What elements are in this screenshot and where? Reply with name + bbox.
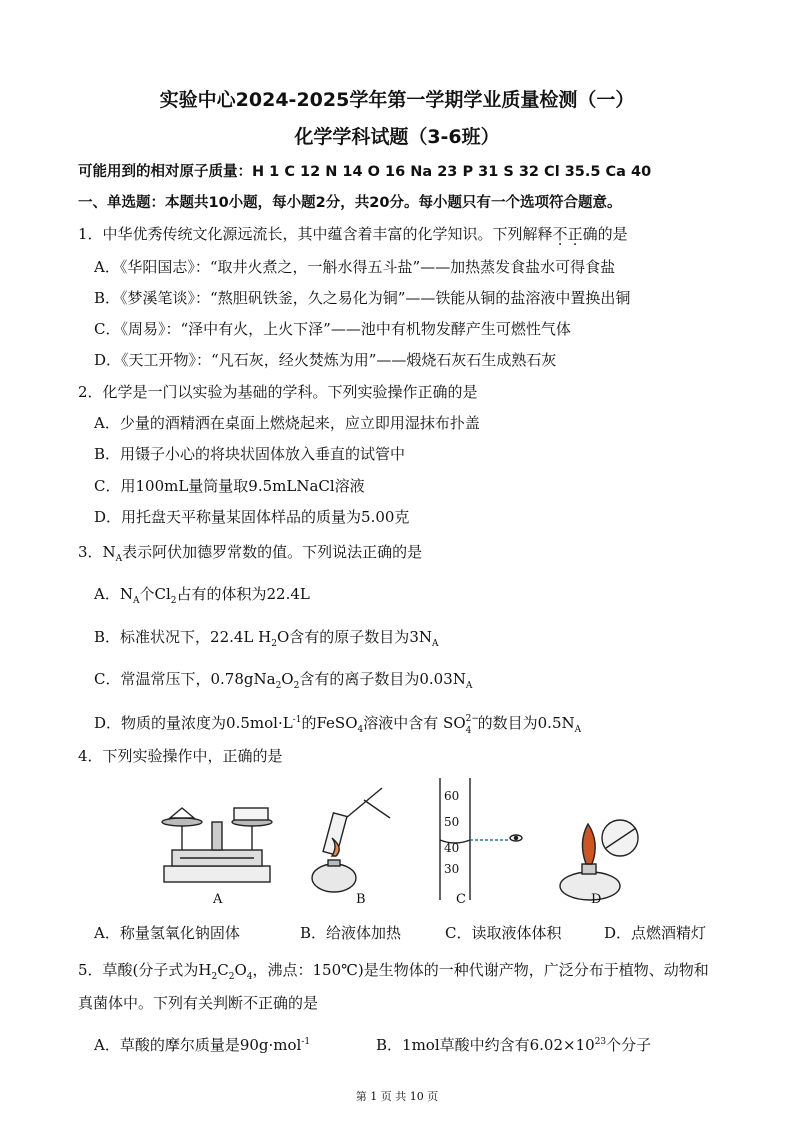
subscript: 4 <box>246 972 253 982</box>
value: 0.5N <box>537 714 575 732</box>
text: 占有的体积为 <box>176 585 267 603</box>
question-1-stem <box>78 224 628 244</box>
q2-option-c: C．用100mL量筒量取9.5mLNaCl溶液 <box>94 477 365 495</box>
q3-option-c <box>94 669 472 696</box>
q4-option-d: D．点燃酒精灯 <box>604 924 707 942</box>
question-5-stem-line2: 真菌体中。下列有关判断不正确的是 <box>78 994 319 1012</box>
question-3-stem <box>78 542 422 569</box>
q3-number: 3． <box>78 543 103 561</box>
question-4-stem: 4．下列实验操作中，正确的是 <box>78 747 283 765</box>
page-title: 实验中心2024-2025学年第一学期学业质量检测（一） <box>159 89 635 111</box>
page-subtitle: 化学学科试题（3-6班） <box>294 126 500 148</box>
q5-option-b <box>376 1032 651 1055</box>
question-2-stem: 2．化学是一门以实验为基础的学科。下列实验操作正确的是 <box>78 383 478 401</box>
value: 0.03N <box>419 670 466 688</box>
q3-option-d <box>94 710 581 740</box>
q4-option-a: A．称量氢氧化钠固体 <box>94 924 240 942</box>
superscript: -1 <box>301 1037 311 1047</box>
value: 90g·mol <box>239 1036 302 1054</box>
text: A．草酸的摩尔质量是 <box>94 1036 240 1054</box>
subscript: 2 <box>275 681 282 691</box>
formula: H <box>198 961 212 979</box>
q3-option-a <box>94 584 310 611</box>
subscript: 2 <box>271 639 277 649</box>
q1-emphasis-char: 正 <box>567 225 583 243</box>
q2-option-a: A．少量的酒精洒在桌面上燃烧起来，应立即用湿抹布扑盖 <box>94 414 480 432</box>
q1-option-a: A．《华阳国志》：“取井火煮之，一斛水得五斗盐”——加热蒸发食盐水可得食盐 <box>94 258 616 276</box>
q4-option-c: C．读取液体体积 <box>445 924 562 942</box>
text: 含有的原子数目为 <box>289 628 410 646</box>
text: B．1mol草酸中约含有 <box>376 1036 530 1054</box>
q2-option-d: D．用托盘天平称量某固体样品的质量为5.00克 <box>94 508 410 526</box>
formula: Cl <box>154 585 171 603</box>
text: 5．草酸(分子式为 <box>78 961 199 979</box>
cylinder-tick-label: 30 <box>444 862 460 876</box>
section-heading: 一、单选题：本题共10小题，每小题2分，共20分。每小题只有一个选项符合题意。 <box>78 195 622 211</box>
superscript: 2− <box>465 714 479 724</box>
text: 个分子 <box>606 1036 652 1054</box>
value: 0.5mol·L <box>226 714 293 732</box>
formula: N <box>119 585 133 603</box>
experiment-figures <box>150 778 670 908</box>
figure-label-b: B <box>356 892 366 907</box>
atomic-masses: 可能用到的相对原子质量：H 1 C 12 N 14 O 16 Na 23 P 31 S 32 Cl 35.5 Ca 40 <box>78 164 652 180</box>
subscript: 4 <box>465 726 472 736</box>
text: 个 <box>139 585 155 603</box>
figure-label-d: D <box>591 892 602 907</box>
formula: C <box>217 961 229 979</box>
cylinder-tick-label: 60 <box>444 789 460 803</box>
q3-stem-text: 表示阿伏加德罗常数的值。下列说法正确的是 <box>122 543 423 561</box>
text: C．常温常压下， <box>94 670 211 688</box>
subscript: 4 <box>357 725 364 735</box>
q2-option-b: B．用镊子小心的将块状固体放入垂直的试管中 <box>94 445 406 463</box>
formula: 22.4L H <box>210 628 272 646</box>
superscript: 23 <box>594 1037 607 1047</box>
formula: SO <box>443 714 466 732</box>
formula: 0.78gNa <box>210 670 276 688</box>
test-tube-heating-illustration <box>312 788 390 892</box>
figure-label-a: A <box>213 892 223 907</box>
q3-subscript: A <box>115 554 123 564</box>
formula: FeSO <box>316 714 358 732</box>
value: 22.4L <box>266 585 310 603</box>
subscript: A <box>132 596 140 606</box>
question-5-stem <box>78 960 709 987</box>
subscript: 2 <box>211 972 218 982</box>
q4-option-b: B．给液体加热 <box>300 924 402 942</box>
text: 溶液中含有 <box>363 714 439 732</box>
superscript: -1 <box>292 715 302 725</box>
q3-symbol: N <box>102 543 116 561</box>
subscript: 2 <box>170 596 177 606</box>
subscript: 2 <box>293 681 300 691</box>
text: 的数目为 <box>477 714 538 732</box>
q1-option-d: D．《天工开物》：“凡石灰，经火焚炼为用”——煅烧石灰石生成熟石灰 <box>94 351 557 369</box>
formula: O <box>276 628 290 646</box>
formula: O <box>281 670 294 688</box>
page-footer: 第 1 页 共 10 页 <box>355 1090 439 1103</box>
q1-stem-text: 1．中华优秀传统文化源远流长，其中蕴含着丰富的化学知识。下列解释 <box>78 225 553 243</box>
q1-option-c: C．《周易》：“泽中有火，上火下泽”——池中有机物发酵产生可燃性气体 <box>94 320 571 338</box>
text: D．物质的量浓度为 <box>94 714 227 732</box>
text: 含有的离子数目为 <box>299 670 420 688</box>
value: 3N <box>409 628 432 646</box>
cylinder-tick-label: 50 <box>444 815 460 829</box>
option-prefix: A． <box>94 585 120 603</box>
alcohol-lamp-lighting-illustration <box>560 820 638 900</box>
text: ，沸点：150℃)是生物体的一种代谢产物，广泛分布于植物、动物和 <box>252 961 709 979</box>
ion-charge <box>465 714 479 736</box>
subscript: A <box>431 639 439 649</box>
q1-emphasis-char: 不 <box>552 225 568 243</box>
q5-option-a <box>94 1032 310 1055</box>
subscript: A <box>574 725 582 735</box>
text: 的 <box>301 714 317 732</box>
subscript: 2 <box>228 972 235 982</box>
formula: O <box>234 961 247 979</box>
cylinder-tick-label: 40 <box>444 841 460 855</box>
subscript: A <box>465 681 473 691</box>
figure-label-c: C <box>456 892 466 907</box>
value: 6.02×10 <box>529 1036 595 1054</box>
q1-option-b: B．《梦溪笔谈》：“熬胆矾铁釜，久之易化为铜”——铁能从铜的盐溶液中置换出铜 <box>94 289 631 307</box>
text: B．标准状况下， <box>94 628 211 646</box>
balance-illustration <box>162 808 272 882</box>
q1-stem-text: 确的是 <box>582 225 628 243</box>
q3-option-b <box>94 627 438 654</box>
